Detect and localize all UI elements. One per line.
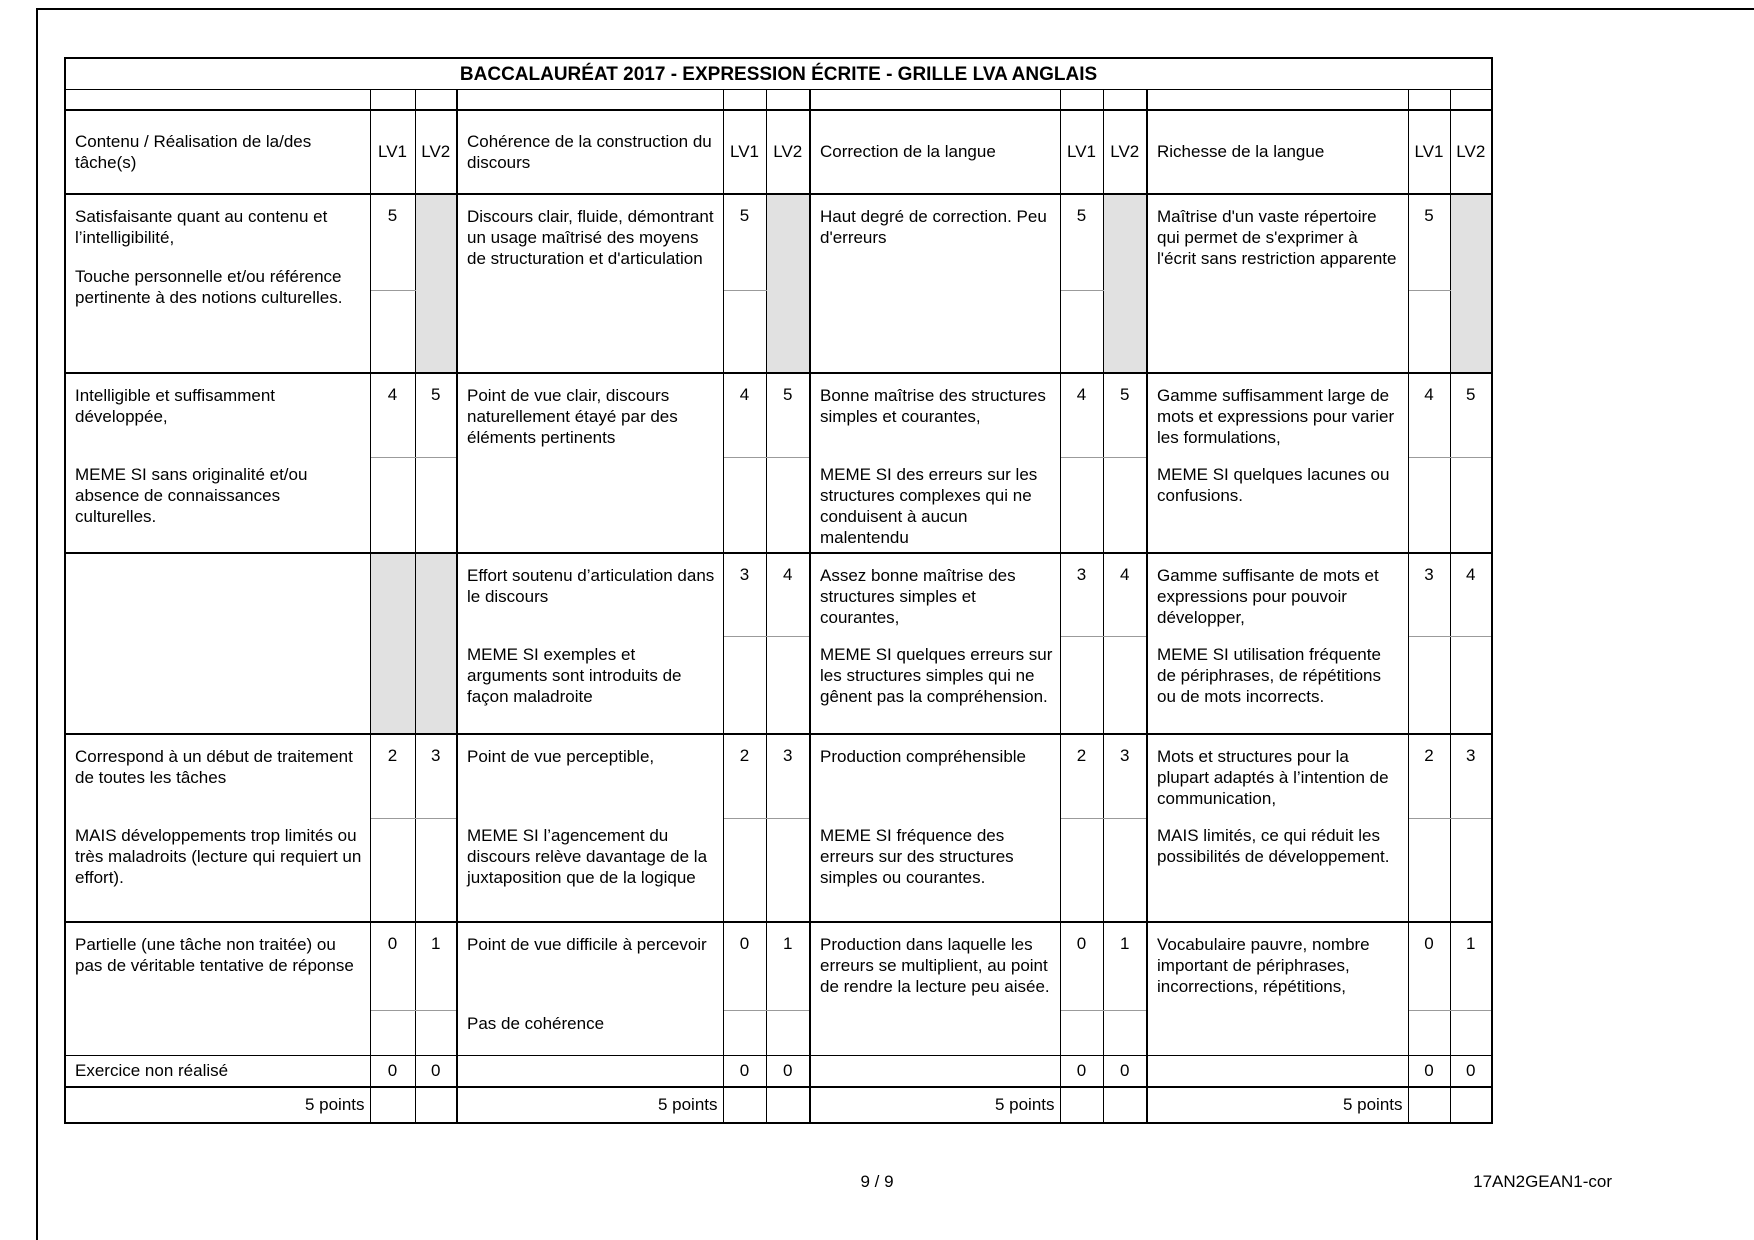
criteria-text: Assez bonne maîtrise des structures simples et courantes, bbox=[820, 565, 1016, 627]
score-cell: 5 bbox=[1060, 194, 1103, 291]
title-row bbox=[65, 58, 1492, 90]
score-cell-empty bbox=[1450, 1011, 1492, 1056]
score-cell-empty bbox=[370, 291, 415, 373]
criteria-text: MEME SI exemples et arguments sont introduits de façon maladroite bbox=[467, 644, 682, 706]
grading-grid-table bbox=[64, 57, 1493, 1124]
score-cell-empty bbox=[370, 819, 415, 922]
score-cell: 5 bbox=[766, 373, 810, 458]
criteria-text: Satisfaisante quant au contenu et l’intelligibilité, bbox=[75, 206, 328, 247]
score-cell: 4 bbox=[1060, 373, 1103, 458]
score-cell-empty bbox=[1103, 1011, 1147, 1056]
score-cell-empty bbox=[766, 1087, 810, 1123]
criteria-text: MEME SI utilisation fréquente de périphrases, de répétitions ou de mots incorrects. bbox=[1157, 644, 1381, 706]
criteria-text: Discours clair, fluide, démontrant un usage maîtrisé des moyens de structuration et d'articulation bbox=[467, 206, 714, 268]
criteria-text: MEME SI des erreurs sur les structures complexes qui ne conduisent à aucun malentendu bbox=[820, 464, 1038, 547]
criteria-cell-empty bbox=[457, 1056, 723, 1087]
score-cell: 3 bbox=[723, 553, 766, 637]
score-cell-empty bbox=[1450, 637, 1492, 734]
shaded-score-cell bbox=[1103, 194, 1147, 373]
criteria-cell bbox=[1147, 553, 1408, 734]
score-cell-empty bbox=[766, 819, 810, 922]
score-cell: 4 bbox=[1408, 373, 1450, 458]
points-total: 5 points bbox=[65, 1087, 370, 1123]
column-header-correction: Correction de la langue bbox=[810, 110, 1060, 194]
criteria-text: Vocabulaire pauvre, nombre important de périphrases, incorrections, répétitions, bbox=[1157, 934, 1370, 996]
score-cell-empty bbox=[1408, 637, 1450, 734]
score-cell-empty bbox=[766, 1011, 810, 1056]
criteria-text: Gamme suffisante de mots et expressions pour pouvoir développer, bbox=[1157, 565, 1379, 627]
score-cell-empty bbox=[723, 1087, 766, 1123]
column-header-richesse: Richesse de la langue bbox=[1147, 110, 1408, 194]
band-row bbox=[65, 553, 1492, 637]
score-cell-empty bbox=[766, 458, 810, 553]
score-cell: 0 bbox=[1060, 1056, 1103, 1087]
score-cell: 0 bbox=[723, 922, 766, 1011]
page-number: 9 / 9 bbox=[860, 1172, 894, 1191]
score-cell: 0 bbox=[1103, 1056, 1147, 1087]
criteria-text: MEME SI sans originalité et/ou absence de connaissances culturelles. bbox=[75, 464, 308, 526]
score-cell-empty bbox=[723, 1011, 766, 1056]
column-header-contenu: Contenu / Réalisation de la/des tâche(s) bbox=[65, 110, 370, 194]
score-cell-empty bbox=[766, 637, 810, 734]
band-row bbox=[65, 922, 1492, 1011]
score-cell-empty bbox=[1060, 458, 1103, 553]
spacer-cell bbox=[1408, 90, 1450, 110]
document-code: 17AN2GEAN1-cor bbox=[1473, 1172, 1612, 1191]
score-cell: 0 bbox=[723, 1056, 766, 1087]
score-cell-empty bbox=[723, 291, 766, 373]
lv1-header: LV1 bbox=[370, 110, 415, 194]
shaded-score-cell bbox=[1450, 194, 1492, 373]
lv1-header: LV1 bbox=[723, 110, 766, 194]
score-cell: 3 bbox=[1450, 734, 1492, 819]
shaded-score-cell bbox=[766, 194, 810, 373]
spacer-cell bbox=[810, 90, 1060, 110]
criteria-text: Touche personnelle et/ou référence pertinente à des notions culturelles. bbox=[75, 266, 343, 307]
score-cell: 0 bbox=[370, 922, 415, 1011]
shaded-score-cell bbox=[370, 553, 415, 734]
score-cell-empty bbox=[1408, 291, 1450, 373]
criteria-cell-empty bbox=[1147, 1056, 1408, 1087]
criteria-cell bbox=[65, 922, 370, 1056]
shaded-score-cell bbox=[415, 194, 457, 373]
criteria-text: Point de vue clair, discours naturellement étayé par des éléments pertinents bbox=[467, 385, 678, 447]
score-cell-empty bbox=[415, 819, 457, 922]
score-cell-empty bbox=[1450, 458, 1492, 553]
header-row bbox=[65, 110, 1492, 194]
score-cell: 2 bbox=[723, 734, 766, 819]
criteria-cell bbox=[65, 194, 370, 373]
score-cell: 0 bbox=[1408, 1056, 1450, 1087]
grading-grid bbox=[64, 57, 1493, 1124]
criteria-text: Effort soutenu d’articulation dans le discours bbox=[467, 565, 715, 606]
score-cell-empty bbox=[1060, 819, 1103, 922]
spacer-cell bbox=[723, 90, 766, 110]
criteria-text: Production compréhensible bbox=[820, 746, 1027, 766]
score-cell-empty bbox=[723, 637, 766, 734]
criteria-text: Partielle (une tâche non traitée) ou pas de véritable tentative de réponse bbox=[75, 934, 354, 975]
score-cell-empty bbox=[1060, 291, 1103, 373]
score-cell-empty bbox=[1103, 458, 1147, 553]
score-cell: 2 bbox=[1408, 734, 1450, 819]
score-cell: 0 bbox=[1450, 1056, 1492, 1087]
band-row bbox=[65, 373, 1492, 458]
score-cell-empty bbox=[415, 1087, 457, 1123]
score-cell: 5 bbox=[723, 194, 766, 291]
score-cell-empty bbox=[1408, 1087, 1450, 1123]
spacer-cell bbox=[1450, 90, 1492, 110]
score-cell-empty bbox=[723, 458, 766, 553]
criteria-text: Mots et structures pour la plupart adaptés à l’intention de communication, bbox=[1157, 746, 1389, 808]
score-cell-empty bbox=[1408, 819, 1450, 922]
score-cell-empty bbox=[1103, 1087, 1147, 1123]
criteria-text: Intelligible et suffisamment développée, bbox=[75, 385, 276, 426]
document-title: BACCALAURÉAT 2017 - EXPRESSION ÉCRITE - GRILLE LVA ANGLAIS bbox=[65, 58, 1492, 90]
criteria-cell bbox=[810, 194, 1060, 373]
criteria-cell bbox=[810, 734, 1060, 922]
score-cell-empty bbox=[1450, 1087, 1492, 1123]
criteria-text: MEME SI fréquence des erreurs sur des structures simples ou courantes. bbox=[820, 825, 1014, 887]
score-cell: 0 bbox=[766, 1056, 810, 1087]
criteria-cell bbox=[457, 553, 723, 734]
score-cell: 4 bbox=[1103, 553, 1147, 637]
spacer-cell bbox=[65, 90, 370, 110]
score-cell: 0 bbox=[1408, 922, 1450, 1011]
spacer-cell bbox=[457, 90, 723, 110]
criteria-text: Production dans laquelle les erreurs se multiplient, au point de rendre la lecture peu aisée. bbox=[820, 934, 1050, 996]
score-cell: 1 bbox=[415, 922, 457, 1011]
criteria-text: MEME SI l’agencement du discours relève davantage de la juxtaposition que de la logique bbox=[467, 825, 708, 887]
criteria-cell bbox=[1147, 922, 1408, 1056]
score-cell: 5 bbox=[415, 373, 457, 458]
lv1-header: LV1 bbox=[1408, 110, 1450, 194]
criteria-text: Haut degré de correction. Peu d'erreurs bbox=[820, 206, 1047, 247]
criteria-text: Maîtrise d'un vaste répertoire qui permet de s'exprimer à l'écrit sans restriction apparente bbox=[1157, 206, 1397, 268]
criteria-text: Bonne maîtrise des structures simples et courantes, bbox=[820, 385, 1046, 426]
criteria-text: Point de vue difficile à percevoir bbox=[467, 934, 707, 954]
score-cell: 3 bbox=[1408, 553, 1450, 637]
score-cell-empty bbox=[1060, 1087, 1103, 1123]
score-cell: 4 bbox=[766, 553, 810, 637]
points-total: 5 points bbox=[1147, 1087, 1408, 1123]
spacer-cell bbox=[1103, 90, 1147, 110]
band-row bbox=[65, 734, 1492, 819]
criteria-cell bbox=[810, 922, 1060, 1056]
column-header-coherence: Cohérence de la construction du discours bbox=[457, 110, 723, 194]
lv2-header: LV2 bbox=[1450, 110, 1492, 194]
score-cell-empty bbox=[1450, 819, 1492, 922]
criteria-text: MAIS développements trop limités ou très maladroits (lecture qui requiert un effort). bbox=[75, 825, 362, 887]
criteria-cell bbox=[65, 734, 370, 922]
score-cell: 3 bbox=[1060, 553, 1103, 637]
criteria-cell bbox=[457, 373, 723, 553]
criteria-text: Correspond à un début de traitement de toutes les tâches bbox=[75, 746, 353, 787]
score-cell: 0 bbox=[415, 1056, 457, 1087]
score-cell: 0 bbox=[1060, 922, 1103, 1011]
criteria-cell bbox=[457, 922, 723, 1056]
score-cell: 1 bbox=[1450, 922, 1492, 1011]
lv2-header: LV2 bbox=[766, 110, 810, 194]
score-cell-empty bbox=[370, 458, 415, 553]
criteria-cell bbox=[810, 553, 1060, 734]
spacer-row bbox=[65, 90, 1492, 110]
score-cell: 3 bbox=[415, 734, 457, 819]
score-cell-empty bbox=[415, 458, 457, 553]
spacer-cell bbox=[1060, 90, 1103, 110]
score-cell-empty bbox=[1408, 1011, 1450, 1056]
score-cell-empty bbox=[1103, 819, 1147, 922]
score-cell: 0 bbox=[370, 1056, 415, 1087]
score-cell: 2 bbox=[1060, 734, 1103, 819]
criteria-cell bbox=[457, 194, 723, 373]
score-cell: 3 bbox=[766, 734, 810, 819]
spacer-cell bbox=[766, 90, 810, 110]
criteria-cell bbox=[65, 373, 370, 553]
score-cell: 1 bbox=[766, 922, 810, 1011]
criteria-text: MEME SI quelques erreurs sur les structures simples qui ne gênent pas la compréhension. bbox=[820, 644, 1053, 706]
criteria-cell-empty bbox=[810, 1056, 1060, 1087]
spacer-cell bbox=[370, 90, 415, 110]
score-cell: 3 bbox=[1103, 734, 1147, 819]
exercise-not-done-row bbox=[65, 1056, 1492, 1087]
criteria-cell bbox=[1147, 194, 1408, 373]
score-cell-empty bbox=[723, 819, 766, 922]
points-row bbox=[65, 1087, 1492, 1123]
points-total: 5 points bbox=[810, 1087, 1060, 1123]
points-total: 5 points bbox=[457, 1087, 723, 1123]
score-cell: 1 bbox=[1103, 922, 1147, 1011]
score-cell: 5 bbox=[1103, 373, 1147, 458]
spacer-cell bbox=[1147, 90, 1408, 110]
criteria-cell bbox=[1147, 734, 1408, 922]
score-cell-empty bbox=[1060, 1011, 1103, 1056]
criteria-cell bbox=[1147, 373, 1408, 553]
criteria-text: Point de vue perceptible, bbox=[467, 746, 655, 766]
criteria-cell bbox=[810, 373, 1060, 553]
score-cell: 4 bbox=[723, 373, 766, 458]
score-cell: 4 bbox=[1450, 553, 1492, 637]
score-cell-empty bbox=[370, 1011, 415, 1056]
band-row bbox=[65, 194, 1492, 291]
exercise-not-done-label: Exercice non réalisé bbox=[65, 1056, 370, 1087]
score-cell: 4 bbox=[370, 373, 415, 458]
score-cell: 2 bbox=[370, 734, 415, 819]
lv1-header: LV1 bbox=[1060, 110, 1103, 194]
score-cell: 5 bbox=[370, 194, 415, 291]
criteria-text: MEME SI quelques lacunes ou confusions. bbox=[1157, 464, 1390, 505]
score-cell-empty bbox=[415, 1011, 457, 1056]
score-cell-empty bbox=[1408, 458, 1450, 553]
criteria-text: MAIS limités, ce qui réduit les possibilités de développement. bbox=[1157, 825, 1390, 866]
score-cell-empty bbox=[370, 1087, 415, 1123]
criteria-text: Gamme suffisamment large de mots et expressions pour varier les formulations, bbox=[1157, 385, 1395, 447]
criteria-text: Pas de cohérence bbox=[467, 1013, 605, 1033]
shaded-score-cell bbox=[415, 553, 457, 734]
score-cell-empty bbox=[1060, 637, 1103, 734]
criteria-cell-empty bbox=[65, 553, 370, 734]
lv2-header: LV2 bbox=[415, 110, 457, 194]
criteria-cell bbox=[457, 734, 723, 922]
score-cell: 5 bbox=[1408, 194, 1450, 291]
score-cell: 5 bbox=[1450, 373, 1492, 458]
spacer-cell bbox=[415, 90, 457, 110]
lv2-header: LV2 bbox=[1103, 110, 1147, 194]
score-cell-empty bbox=[1103, 637, 1147, 734]
